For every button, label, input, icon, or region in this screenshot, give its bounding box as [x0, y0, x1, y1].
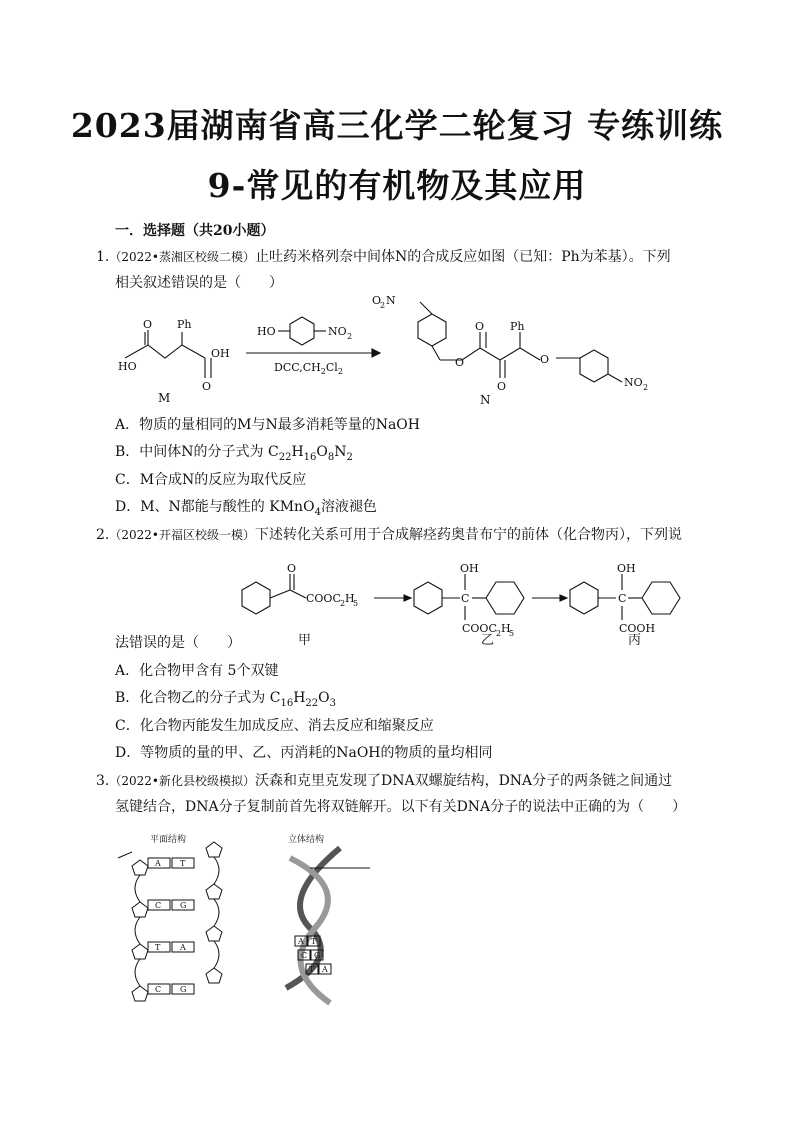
- svg-text:NO: NO: [328, 325, 347, 338]
- q1-option-d[interactable]: D．M、N都能与酸性的 KMnO$_4$溶液褪色: [115, 499, 377, 518]
- svg-text:T: T: [155, 943, 161, 952]
- q3-dna-figure: [110, 828, 410, 1008]
- q2-option-b[interactable]: B．化合物乙的分子式为 $C_{16}H_{22}O_3$: [115, 690, 336, 709]
- q2-option-a[interactable]: A．化合物甲含有 5个双键: [115, 663, 279, 679]
- svg-text:COOH: COOH: [619, 622, 656, 635]
- q1-option-b[interactable]: B．中间体N的分子式为 $C_{22}H_{16}O_8N_2$: [115, 444, 353, 463]
- q2-label-bing: 丙: [628, 633, 642, 648]
- svg-text:T: T: [180, 859, 186, 868]
- q3-label-3d: 立体结构: [288, 835, 325, 845]
- svg-text:COOC: COOC: [462, 622, 497, 635]
- svg-text:T: T: [311, 937, 317, 946]
- svg-text:H: H: [501, 622, 511, 635]
- q1-reaction-scheme: [0, 294, 794, 410]
- q3-stem: 3.（2022•新化县校级模拟）沃森和克里克发现了DNA双螺旋结构，DNA分子的两条链之间通过: [96, 773, 673, 789]
- section-heading: 一．选择题（共20小题）: [115, 223, 275, 239]
- svg-text:2: 2: [643, 383, 649, 392]
- svg-text:2: 2: [496, 629, 502, 638]
- svg-text:C: C: [155, 901, 162, 910]
- q2-stem-cont: 法错误的是（ ）: [115, 635, 241, 651]
- svg-text:O: O: [455, 356, 465, 369]
- svg-text:C: C: [461, 592, 470, 605]
- q1-reagent: $DCC,CH_2Cl_2$: [274, 361, 343, 376]
- q2-stem: 2.（2022•开福区校级一模）下述转化关系可用于合成解痉药奥昔布宁的前体（化合物丙），下列说: [96, 527, 682, 543]
- svg-text:A: A: [155, 859, 161, 868]
- svg-text:A: A: [180, 943, 186, 952]
- q1-label-n: N: [480, 393, 491, 407]
- svg-text:A: A: [298, 937, 304, 946]
- svg-text:G: G: [314, 951, 321, 960]
- svg-text:N: N: [386, 294, 396, 307]
- q2-source: （2022•开福区校级一模）: [109, 528, 255, 542]
- svg-text:2: 2: [347, 332, 353, 341]
- q3-stem-cont: 氢键结合，DNA分子复制前首先将双链解开。以下有关DNA分子的说法中正确的为（ ）: [115, 799, 687, 815]
- svg-text:2: 2: [380, 301, 386, 310]
- q2-label-jia: 甲: [298, 633, 312, 648]
- page-title-line1: 2023届湖南省高三化学二轮复习 专练训练: [70, 106, 724, 145]
- q2-option-d[interactable]: D．等物质的量的甲、乙、丙消耗的NaOH的物质的量均相同: [115, 745, 493, 761]
- svg-text:G: G: [180, 901, 187, 910]
- svg-text:5: 5: [509, 629, 515, 638]
- svg-text:C: C: [618, 592, 627, 605]
- svg-text:C: C: [301, 951, 308, 960]
- q1-stem-cont: 相关叙述错误的是（ ）: [115, 275, 283, 291]
- svg-text:O: O: [497, 380, 507, 393]
- svg-text:NO: NO: [624, 376, 643, 389]
- svg-text:H: H: [345, 592, 355, 605]
- q2-label-yi: 乙: [481, 633, 495, 648]
- q1-option-a[interactable]: A．物质的量相同的M与N最多消耗等量的NaOH: [115, 417, 420, 433]
- svg-text:O: O: [372, 294, 382, 307]
- svg-text:OH: OH: [617, 562, 636, 575]
- svg-text:O: O: [287, 562, 297, 575]
- svg-text:O: O: [202, 380, 212, 393]
- svg-text:G: G: [180, 985, 187, 994]
- q3-source: （2022•新化县校级模拟）: [109, 774, 255, 788]
- svg-text:COOC: COOC: [306, 592, 341, 605]
- svg-text:Ph: Ph: [510, 320, 525, 333]
- q1-stem: 1.（2022•蒸湘区校级二模）止吐药米格列奈中间体N的合成反应如图（已知：Ph为苯基）。下列: [96, 249, 671, 265]
- svg-text:A: A: [322, 965, 328, 974]
- q1-option-c[interactable]: C．M合成N的反应为取代反应: [115, 472, 307, 488]
- svg-text:C: C: [155, 985, 162, 994]
- svg-text:HO: HO: [118, 360, 137, 373]
- q1-label-m: M: [158, 391, 171, 405]
- q2-option-c[interactable]: C．化合物丙能发生加成反应、消去反应和缩聚反应: [115, 718, 434, 734]
- svg-text:OH: OH: [460, 562, 479, 575]
- svg-text:Ph: Ph: [177, 318, 192, 331]
- svg-text:O: O: [475, 320, 485, 333]
- svg-text:HO: HO: [257, 325, 276, 338]
- svg-text:5: 5: [353, 599, 359, 608]
- q3-label-flat: 平面结构: [150, 835, 187, 845]
- svg-text:T: T: [309, 965, 315, 974]
- svg-text:2: 2: [340, 599, 346, 608]
- q1-source: （2022•蒸湘区校级二模）: [109, 250, 255, 264]
- svg-text:O: O: [143, 318, 153, 331]
- page-title-line2: 9-常见的有机物及其应用: [207, 166, 587, 205]
- svg-text:O: O: [540, 353, 550, 366]
- svg-text:OH: OH: [211, 347, 230, 360]
